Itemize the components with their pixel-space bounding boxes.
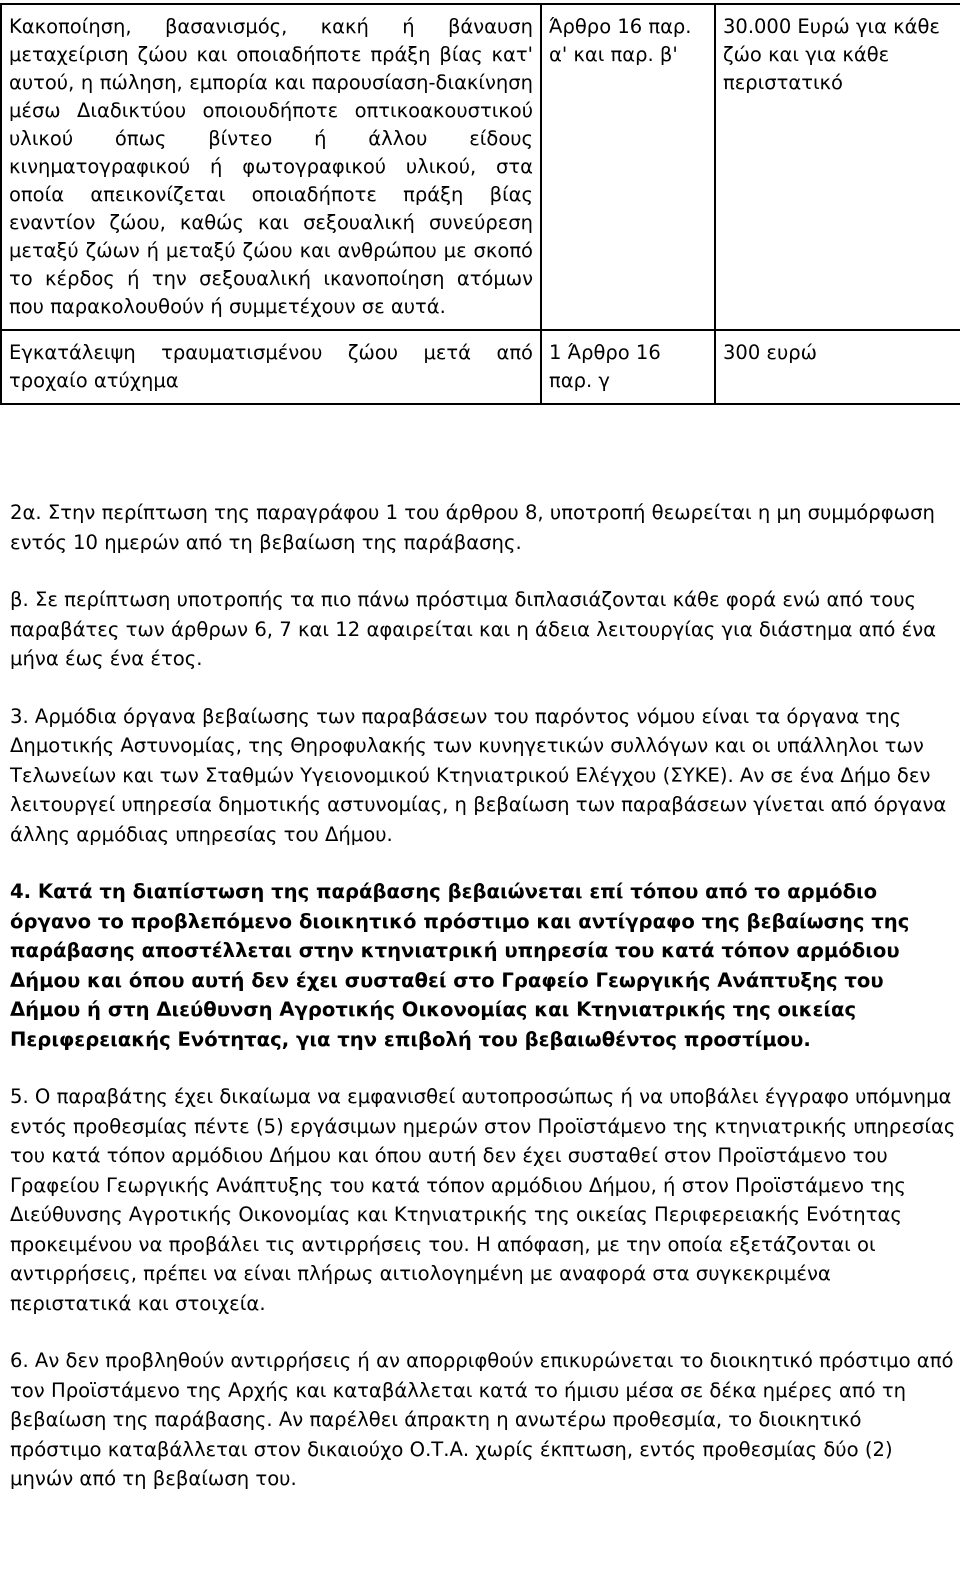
article-cell bbox=[541, 330, 715, 404]
paragraph-4: 4. Κατά τη διαπίστωση της παράβασης βεβαιώνεται επί τόπου από το αρμόδιο όργανο το προβλεπόμενο διοικητικό πρόστιμο και αντίγραφο της βεβαίωσης της παράβασης αποστέλλεται στην κτηνιατρική υπηρεσία του κατά τόπον αρμόδιου Δήμου και όπου αυτή δεν έχει συσταθεί στο Γραφείο Γεωργικής Ανάπτυξης του Δήμου ή στη Διεύθυνση Αγροτικής Οικονομίας και Κτηνιατρικής της οικείας Περιφερειακής Ενότητας, για την επιβολή του βεβαιωθέντος προστίμου. bbox=[10, 880, 910, 1051]
offense-cell bbox=[1, 330, 541, 404]
article-text: 1 Άρθρο 16 παρ. γ bbox=[549, 341, 661, 392]
article-text: Άρθρο 16 παρ. α' και παρ. β' bbox=[549, 15, 692, 66]
penalty-text: 30.000 Ευρώ για κάθε ζώο και για κάθε περιστατικό bbox=[723, 15, 940, 94]
paragraph-5: 5. Ο παραβάτης έχει δικαίωμα να εμφανισθεί αυτοπροσώπως ή να υποβάλει έγγραφο υπόμνημα εντός προθεσμίας πέντε (5) εργάσιμων ημερών στον Προϊστάμενο της κτηνιατρικής υπηρεσίας του κατά τόπον αρμόδιου Δήμου και όπου αυτή δεν έχει συσταθεί στον Προϊστάμενο του Γραφείου Γεωργικής Ανάπτυξης του κατά τόπον αρμόδιου Δήμου, ή στον Προϊστάμενο της Διεύθυνσης Αγροτικής Οικονομίας και Κτηνιατρικής της οικείας Περιφερειακής Ενότητας προκειμένου να προβάλει τις αντιρρήσεις του. Η απόφαση, με την οποία εξετάζονται οι αντιρρήσεις, πρέπει να είναι πλήρως αιτιολογημένη με αναφορά στα συγκεκριμένα περιστατικά και στοιχεία. bbox=[10, 1085, 956, 1315]
paragraph-2a: 2α. Στην περίπτωση της παραγράφου 1 του άρθρου 8, υποτροπή θεωρείται η μη συμμόρφωση εντός 10 ημερών από τη βεβαίωση της παράβασης. bbox=[10, 501, 935, 554]
offense-text: Εγκατάλειψη τραυματισμένου ζώου μετά από τροχαίο ατύχημα bbox=[9, 341, 533, 392]
offense-text: Κακοποίηση, βασανισμός, κακή ή βάναυση μεταχείριση ζώου και οποιαδήποτε πράξη βίας κατ' αυτού, η πώληση, εμπορία και παρουσίαση-διακίνηση μέσω Διαδικτύου οποιουδήποτε οπτικοακουστικού υλικού όπως βίντεο ή άλλου είδους κινηματογραφικού ή φωτογραφικού υλικού, στα οποία απεικονίζεται οποιαδήποτε πράξη βίας εναντίον ζώου, καθώς και σεξουαλική συνεύρεση μεταξύ ζώων ή μεταξύ ζώου και ανθρώπου με σκοπό το κέρδος ή την σεξουαλική ικανοποίηση ατόμων που παρακολουθούν ή συμμετέχουν σε αυτά. bbox=[9, 15, 533, 318]
table-row bbox=[1, 4, 960, 330]
penalties-table bbox=[0, 3, 960, 405]
table-row bbox=[1, 330, 960, 404]
paragraph-2b: β. Σε περίπτωση υποτροπής τα πιο πάνω πρόστιμα διπλασιάζονται κάθε φορά ενώ από τους παραβάτες των άρθρων 6, 7 και 12 αφαιρείται και η άδεια λειτουργίας για διάστημα από ένα μήνα έως ένα έτος. bbox=[10, 588, 937, 670]
penalty-text: 300 ευρώ bbox=[723, 341, 817, 364]
penalty-cell bbox=[715, 4, 960, 330]
article-cell bbox=[541, 4, 715, 330]
paragraph-3: 3. Αρμόδια όργανα βεβαίωσης των παραβάσεων του παρόντος νόμου είναι τα όργανα της Δημοτικής Αστυνομίας, της Θηροφυλακής των κυνηγετικών συλλόγων και οι υπάλληλοι των Τελωνείων και των Σταθμών Υγειονομικού Κτηνιατρικού Ελέγχου (ΣΥΚΕ). Αν σε ένα Δήμο δεν λειτουργεί υπηρεσία δημοτικής αστυνομίας, η βεβαίωση των παραβάσεων γίνεται από όργανα άλλης αρμόδιας υπηρεσίας του Δήμου. bbox=[10, 704, 947, 846]
body-paragraphs bbox=[10, 498, 956, 1522]
paragraph-6: 6. Αν δεν προβληθούν αντιρρήσεις ή αν απορριφθούν επικυρώνεται το διοικητικό πρόστιμο από τον Προϊστάμενο της Αρχής και καταβάλλεται κατά το ήμισυ μέσα σε δέκα ημέρες από τη βεβαίωση της παράβασης. Αν παρέλθει άπρακτη η ανωτέρω προθεσμία, το διοικητικό πρόστιμο καταβάλλεται στον δικαιούχο Ο.Τ.Α. χωρίς έκπτωση, εντός προθεσμίας δύο (2) μηνών από τη βεβαίωση του. bbox=[10, 1349, 954, 1490]
offense-cell bbox=[1, 4, 541, 330]
penalty-cell bbox=[715, 330, 960, 404]
